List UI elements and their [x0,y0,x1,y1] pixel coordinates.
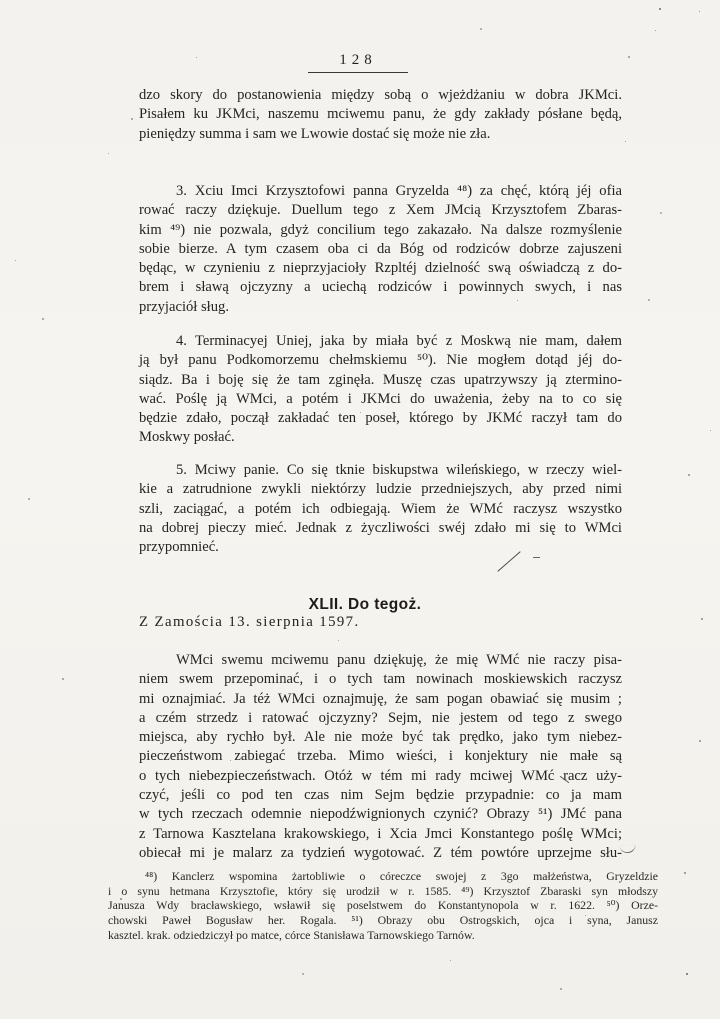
text-line: będzie zdało, począł zakładać ten poseł, którego by JKMć raczył tam do [139,410,622,427]
text-line: obiecał mi je malarz za tydzień wygotować. Z tém powtóre uprzejme słu- [139,844,622,861]
text-line: wać. Poślę ją WMci, a potém i JKMci do uważenia, żeby na to co się [139,390,622,407]
text-line: niem swem przepominać, i o tych tam nowinach moskiewskich raczysz [139,671,622,688]
paragraph-item-4 [139,332,622,448]
text-line: w tych rzeczach odemnie niepodźwignionych czynić? Obrazy ⁵¹) JMć pana [139,806,622,823]
text-line: na dobrej pieczy mieć. Jednak z życzliwości swéj zdało mi się to WMci [139,519,622,536]
text-line: czyć, jeśli co pod ten czas nim Sejm będzie przypadnie: co ja mam [139,787,622,804]
text-line: ją był panu Podkomorzemu chełmskiemu ⁵⁰). Nie mogłem dotąd jéj do- [139,352,622,369]
text-line: sobie bierze. A tym czasem oba ci da Bóg od rodziców dobrze zajuszeni [139,240,622,257]
footnote-line: ⁴⁸) Kanclerz wspomina żartobliwie o córeczce swojej z 3go małżeństwa, Gryzeldzie [145,869,658,883]
text-line: przypomnieć. [139,539,219,556]
page-number: 128 [308,52,408,73]
text-line: Moskwy posłać. [139,429,235,446]
text-line: dzo skory do postanowienia między sobą o wjeżdżaniu w dobra JKMci. [139,87,622,103]
footnote-block [108,869,658,943]
text-line: pieniędzy summa i sam we Lwowie dostać się może nie zła. [139,125,491,142]
text-line: 4. Terminacyej Uniej, jaka by miała być z Moskwą nie mam, dałem [176,333,622,349]
text-line: będąc, w czynieniu z nieprzyjacioły Rzpltéj dzielność swą oświadczą z do- [139,260,622,277]
text-line: szli, zaciągać, a potém ich odbiegają. Wiem że WMć raczysz wszystko [139,500,622,517]
text-line: mi oznajmiać. Ja téż WMci oznajmuję, że sam pogan obawiać się musim ; [139,690,622,707]
paragraph-letter-body [139,651,622,863]
text-line: 3. Xciu Imci Krzysztofowi panna Gryzelda ⁴⁸) za chęć, którą jéj ofia [176,183,622,199]
section-heading: XLII. Do tegoż. [308,595,422,613]
text-line: a czém strzedz i ratować ojczyzny? Sejm, nie jestem od tego z swego [139,709,622,726]
footnote-line: i o synu hetmana Krzysztofie, który się urodził w r. 1585. ⁴⁹) Krzysztof Zbaraski syn młodszy [108,883,658,898]
paragraph-item-3 [139,182,622,317]
footnote-line: kasztel. krak. odziedziczył po matce, córce Stanisława Tarnowskiego Tarnów. [108,927,475,942]
text-line: 5. Mciwy panie. Co się tknie biskupstwa wileńskiego, w rzeczy wiel- [176,462,622,478]
scan-noise-speckles-small [0,0,1,1]
footnote-line: Janusza Wdy bracławskiego, wsławił się poselstwem do Konstantynopola w r. 1622. ⁵⁰) Orze- [108,898,658,913]
text-line: pieczeństwom zabiegać trzeba. Mimo wieści, i konjektury nie małe są [139,748,622,765]
text-line: Pisałem ku JKMci, naszemu mciwemu panu, że gdy zakłady pósłane będą, [139,106,622,123]
text-line: brem i sławą ojczyzny a uciechą rodziców i powinnych swych, i nas [139,279,622,296]
text-line: o tych niebezpieczeństwach. Otóż w tém mi rady mciwej WMć racz uży- [139,767,622,784]
text-line: siądz. Ba i boję się że tam zginęła. Muszę czas upatrzywszy ją ztermino- [139,371,622,388]
paragraph-continuation [139,86,622,144]
text-line: miejsca, aby rychło był. Ale nie może być tak prędko, jako tym niebez- [139,729,622,746]
pen-curve-mark [620,844,637,854]
text-line: kie a zatrudnione zwykli niektórzy ludzie przedniejszych, aby przed nimi [139,481,622,498]
text-line: rować raczy dziękuje. Duellum tego z Xem JMcią Krzysztofem Zbaras- [139,202,622,219]
text-line: WMci swemu mciwemu panu dziękuję, że mię WMć nie raczy pisa- [176,652,622,668]
text-line: przyjaciół sług. [139,298,229,315]
text-line: kim ⁴⁹) nie pozwala, gdyż concilium tego zakazało. Na dalsze rozmyślenie [139,221,622,238]
footnote-line: chowski Paweł Bogusław her. Rogala. ⁵¹) Obrazy obu Ostrogskich, ojca i syna, Janusz [108,913,658,928]
paragraph-item-5 [139,461,622,557]
scan-noise-speckles [0,0,2,2]
text-line: z Tarnowa Kasztelana krakowskiego, i Xcia Jmci Konstantego poślę WMci; [139,825,622,842]
letter-dateline: Z Zamościa 13. sierpnia 1597. [139,614,360,630]
